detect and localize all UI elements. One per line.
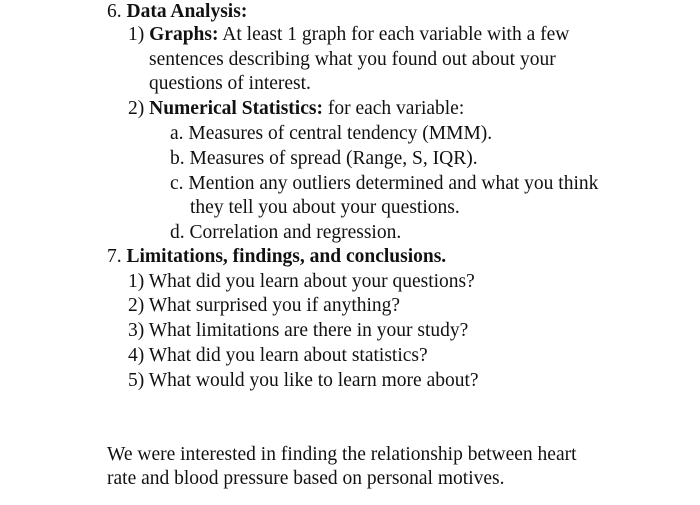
subitem-c: [170, 172, 598, 196]
subitem-c-letter: c.: [170, 173, 184, 194]
item-graphs-number: 1): [128, 24, 145, 45]
item-numerical-statistics: [128, 97, 464, 121]
subitem-c-text-2: they tell you about your questions.: [190, 197, 460, 218]
question-3: [128, 319, 468, 343]
question-2-text: What surprised you if anything?: [148, 295, 401, 316]
item-numstats-label: Numerical Statistics:: [149, 98, 323, 119]
question-4-number: 4): [128, 345, 145, 366]
subitem-d: [170, 221, 401, 245]
question-4-text: What did you learn about statistics?: [148, 345, 428, 366]
subitem-d-text: Correlation and regression.: [189, 222, 402, 243]
item-numstats-text: for each variable:: [327, 98, 465, 119]
question-1-text: What did you learn about your questions?: [148, 271, 475, 292]
subitem-a: [170, 122, 492, 146]
item-numstats-number: 2): [128, 98, 145, 119]
subitem-d-letter: d.: [170, 222, 185, 243]
paragraph-line-1: We were interested in finding the relationship between heart: [107, 444, 577, 465]
question-5-number: 5): [128, 370, 145, 391]
subitem-b: [170, 147, 478, 171]
question-3-text: What limitations are there in your study?: [148, 320, 469, 341]
item-graphs-text-3: questions of interest.: [149, 73, 311, 94]
section-6-heading: [107, 0, 247, 24]
section-6-number: 6.: [107, 1, 122, 22]
subitem-b-text: Measures of spread (Range, S, IQR).: [189, 148, 478, 169]
question-5-text: What would you like to learn more about?: [148, 370, 479, 391]
section-7-title: Limitations, findings, and conclusions.: [126, 246, 447, 267]
item-graphs-text-2: sentences describing what you found out about your: [149, 49, 556, 70]
subitem-a-letter: a.: [170, 123, 184, 144]
item-graphs-label: Graphs:: [149, 24, 219, 45]
question-3-number: 3): [128, 320, 145, 341]
section-7-heading: [107, 245, 446, 269]
section-7-number: 7.: [107, 246, 122, 267]
question-4: [128, 344, 428, 368]
subitem-b-letter: b.: [170, 148, 185, 169]
item-graphs: [128, 23, 569, 47]
question-2-number: 2): [128, 295, 145, 316]
question-1-number: 1): [128, 271, 145, 292]
subitem-a-text: Measures of central tendency (MMM).: [188, 123, 493, 144]
item-graphs-text-1: At least 1 graph for each variable with a few: [222, 24, 570, 45]
section-6-title: Data Analysis:: [126, 1, 248, 22]
subitem-c-text-1: Mention any outliers determined and what you think: [188, 173, 599, 194]
question-2: [128, 294, 400, 318]
paragraph-line-2: rate and blood pressure based on personal motives.: [107, 468, 505, 489]
question-1: [128, 270, 475, 294]
question-5: [128, 369, 479, 393]
